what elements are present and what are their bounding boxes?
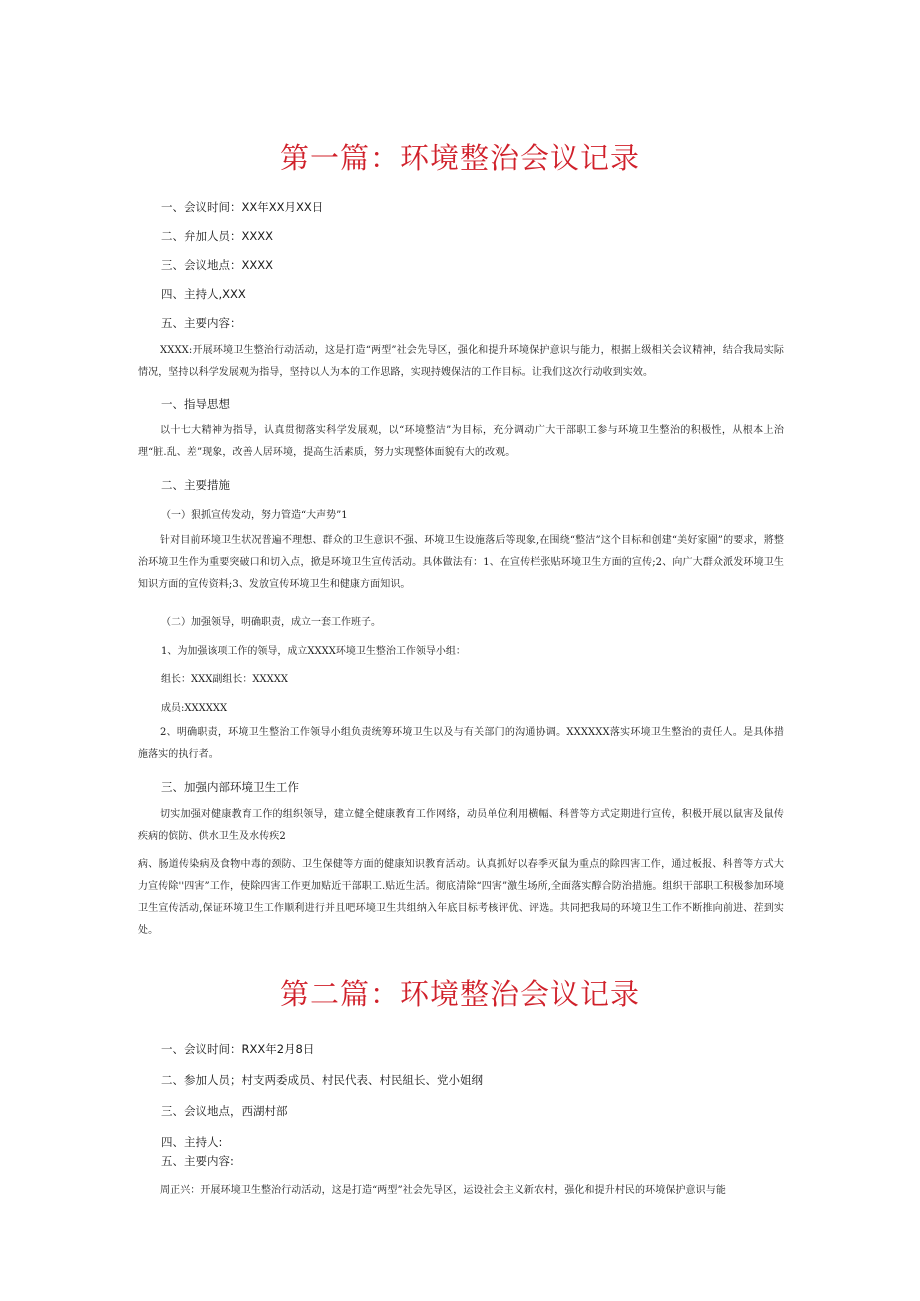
guiding-paragraph: 以十七大精神为指导，认真贯彻落实科学发展观，以“环境整洁”为目标，充分调动广大干部职工参与环境卫生整治的积极性，从根本上治理“脏.乱、差”现象，改善人居环境，提高生活素质，努力实现整体面貌有大的改观。 xyxy=(138,425,784,458)
internal-heading: 三、加强内部环境卫生工作 xyxy=(161,780,299,794)
measure2-title: （二）加强领导，明确职责，成立一套工作班子。 xyxy=(161,617,381,628)
article1-host: 四、主持人,XXX xyxy=(161,287,246,301)
article2-meeting-time: 一、会议时间：RXX年2月8日 xyxy=(161,1042,315,1056)
article1-attendees: 二、弁加人员：XXXX xyxy=(161,229,274,243)
article2-content-heading: 五、主要内容: xyxy=(161,1154,234,1168)
article1-content-heading: 五、主要内容： xyxy=(161,316,242,330)
article2-attendees: 二、参加人员；村支两委成员、村民代表、村民組长、党小姐纲 xyxy=(161,1073,483,1087)
article2-intro-paragraph: 周正兴：开展环境卫生整治行动活动，这是打造“两型”社会先导区，运设社会主义新农村，强化和提升村民的环境保护意识与能 xyxy=(160,1185,726,1196)
measure2-item1: 1、为加强该项工作的领导，成立XXXX环境卫生整治工作领导小组： xyxy=(161,646,466,657)
leader-line: 组长：XXX副组长：XXXXX xyxy=(161,674,288,685)
article1-location: 三、会议地点：XXXX xyxy=(161,258,274,272)
guiding-heading: 一、指导思想 xyxy=(161,397,230,411)
measure1-title: （一）狠抓宣传发动，努力管造“大声势”1 xyxy=(161,510,348,521)
article2-title: 第二篇：环境整治会议记录 xyxy=(279,977,640,1011)
measure2-item2-paragraph: 2、明确职责，环境卫生整治工作领导小组负责统筹环境卫生以及与有关部门的沟通协调。XXXXXX落实环境卫生整治的责任人。是具体措施落实的执行者。 xyxy=(138,727,784,760)
measures-heading: 二、主要措施 xyxy=(161,478,230,492)
measure1-paragraph: 针对目前环境卫生状况普遍不理想、群众的卫生意识不强、环境卫生设施落后等现象,在围绕“整洁”这个目标和创建“美好家園”的要求，將整治环境卫生作为重要突破口和切入点，掀是环境卫生宣传活动。具体做法有：1、在宣传栏张贴环境卫生方面的宣传;2、向广大群众派发环境卫生知识方面的宣传资料;3、发放宣传环境卫生和健康方面知识。 xyxy=(138,535,784,590)
members-line: 成员:XXXXXX xyxy=(161,703,228,714)
article1-meeting-time: 一、会议时间：XX年XX月XX日 xyxy=(161,200,324,214)
article2-location: 三、会议地点，西湖村部 xyxy=(161,1104,288,1118)
article1-intro-paragraph: XXXX:开展环境卫生整治行动活动，这是打造“两型”社会先导区，强化和提升环境保护意识与能力，根据上级相关会议精神，结合我局实际情况，坚持以科学发展观为指导，坚持以人为本的工作思路，实现持嫂保洁的工作目标。让我们这次行动收到实效。 xyxy=(138,345,784,378)
internal-paragraph-1: 切实加强对健康教育工作的组织领导，建立健全健康教育工作网络，动员单位利用横幅、科普等方式定期进行宣传，积极开展以鼠害及鼠传疾病的傧防、供水卫生及水传疾2 xyxy=(138,809,784,842)
internal-paragraph-2: 病、肠道传染病及食物中毒的颈防、卫生保健等方面的健康知识教育活动。认真抓好以春季灭鼠为重点的除四害工作，通过板报、科普等方式大力宣传除''四害”工作，使除四害工作更加贴近干部职工.贴近生活。彻底清除“四害”激生场所,全面落实醇合防治措施。组织干部职工积极参加环境卫生宣传活动,保证环境卫生工作顺利进行并且吧环境卫生共组纳入年底目标考核评优、评选。共同把我局的环境卫生工作不断推向前进、茬到实处。 xyxy=(138,859,784,936)
article2-host: 四、主持人: xyxy=(161,1135,223,1149)
article1-title: 第一篇：环境整治会议记录 xyxy=(279,141,640,175)
